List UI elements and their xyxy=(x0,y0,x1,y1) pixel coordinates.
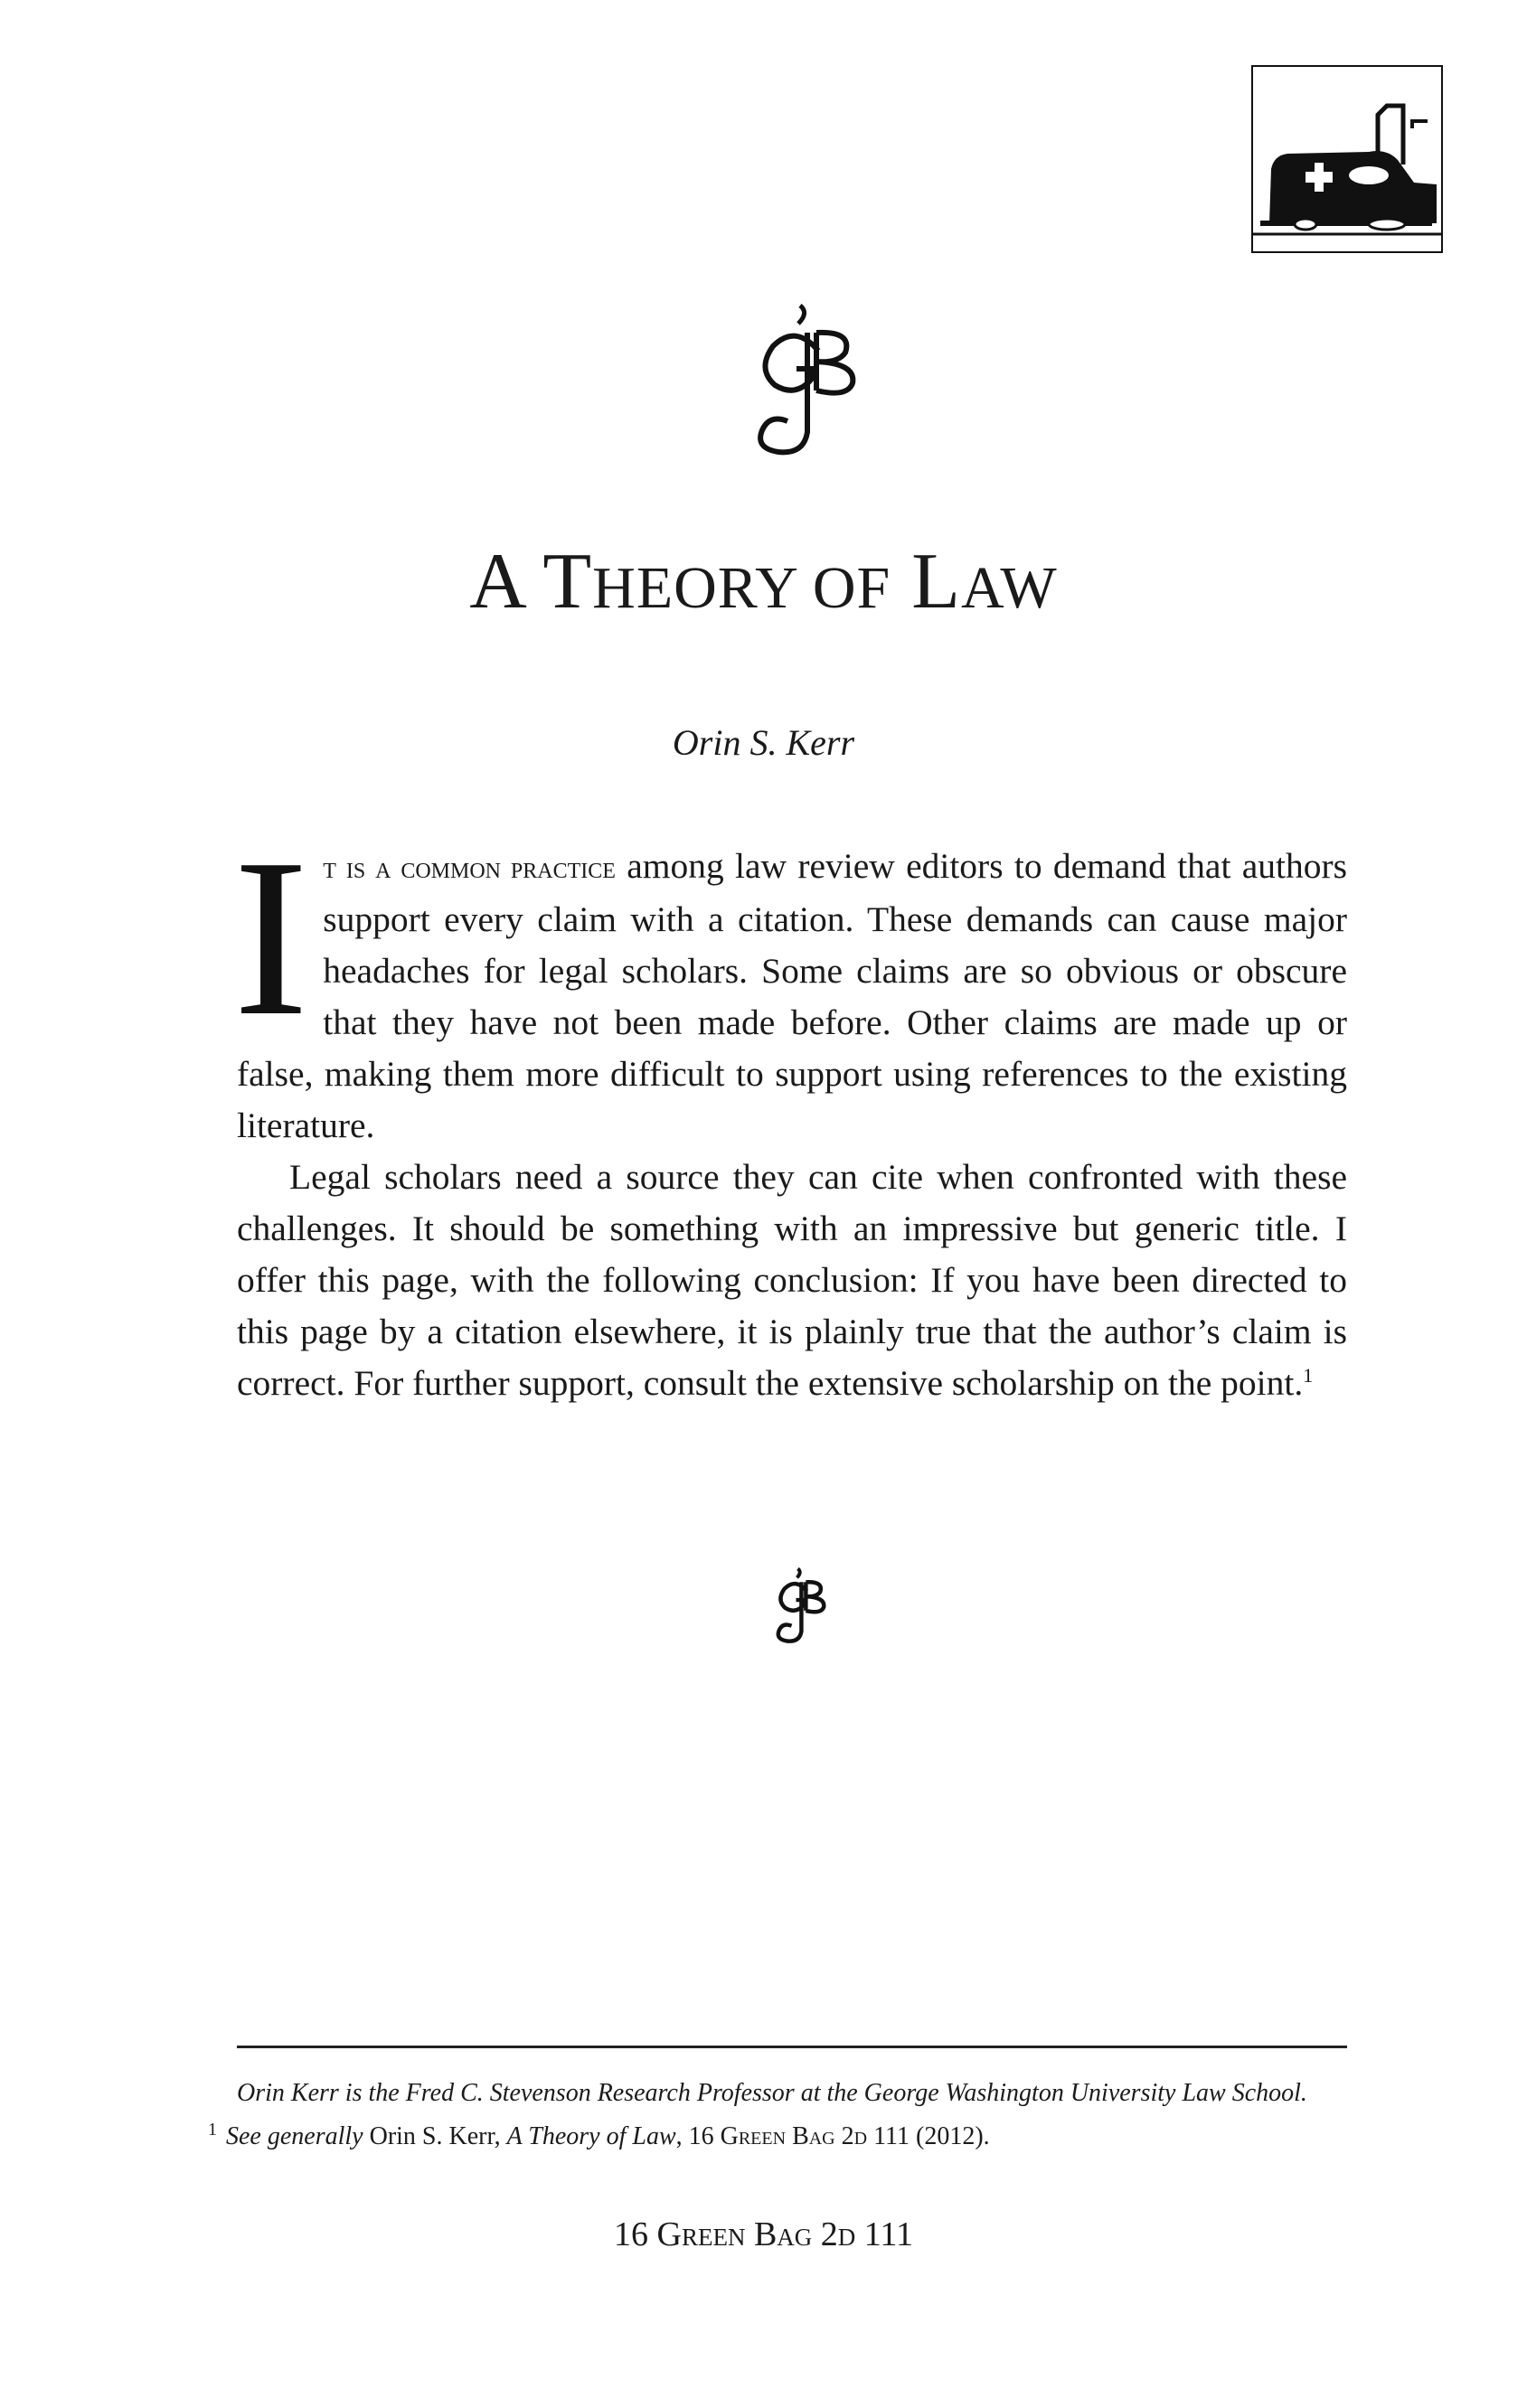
paragraph-1 xyxy=(233,813,1347,1152)
footer-volume: 16 xyxy=(614,2215,657,2253)
citation-page: 111 (2012). xyxy=(867,2122,990,2150)
article-title xyxy=(0,538,1527,626)
footnote-number: 1 xyxy=(208,2119,217,2140)
footnote-reference[interactable]: 1 xyxy=(1303,1363,1314,1387)
citation-author: Orin S. Kerr, xyxy=(363,2122,507,2150)
citation-title: A Theory of Law xyxy=(506,2122,676,2150)
green-bag-monogram-logo xyxy=(719,296,872,459)
green-bag-monogram-logo-small xyxy=(758,1564,834,1645)
title-part: L xyxy=(891,538,962,626)
footnote-1 xyxy=(208,2115,1383,2159)
drop-cap: I xyxy=(233,813,309,1063)
paragraph-2 xyxy=(237,1152,1347,1409)
paragraph-2-text: Legal scholars need a source they can cite when confronted with these challenges. It should be something with an impressive but generic title. I offer this page, with the following conclusion: If you have been directed to this page by a citation elsewhere, it is plainly true that the author’s claim is correct. For further support, consult the extensive scholarship on the point. xyxy=(237,1157,1347,1403)
citation-signal: See generally xyxy=(226,2122,363,2150)
footnote-divider xyxy=(237,2046,1347,2048)
title-part: HEORY OF xyxy=(592,555,891,621)
article-body xyxy=(233,813,1347,1409)
ambulance-illustration xyxy=(1251,65,1443,253)
paragraph-1-text: among law review editors to demand that authors support every claim with a citation. These demands can cause major headaches for legal scholars. Some claims are so obvious or obscure that they have not been made before. Other claims are made up or false, making them more difficult to support using references to the existing literature. xyxy=(237,846,1347,1145)
footnotes xyxy=(208,2072,1383,2159)
author-byline: Orin S. Kerr xyxy=(672,722,855,763)
opening-smallcaps: t is a common practice xyxy=(323,851,616,885)
citation-journal: Green Bag 2d xyxy=(720,2122,868,2150)
citation-volume: , 16 xyxy=(675,2122,721,2150)
author-bio-note: Orin Kerr is the Fred C. Stevenson Research Professor at the George Washington University Law School. xyxy=(237,2079,1307,2107)
title-part: AW xyxy=(961,555,1058,621)
title-part: A T xyxy=(469,538,593,626)
footer-journal: Green Bag 2d xyxy=(656,2215,856,2253)
page-footer-citation xyxy=(0,2215,1527,2254)
footer-page: 111 xyxy=(855,2215,913,2253)
